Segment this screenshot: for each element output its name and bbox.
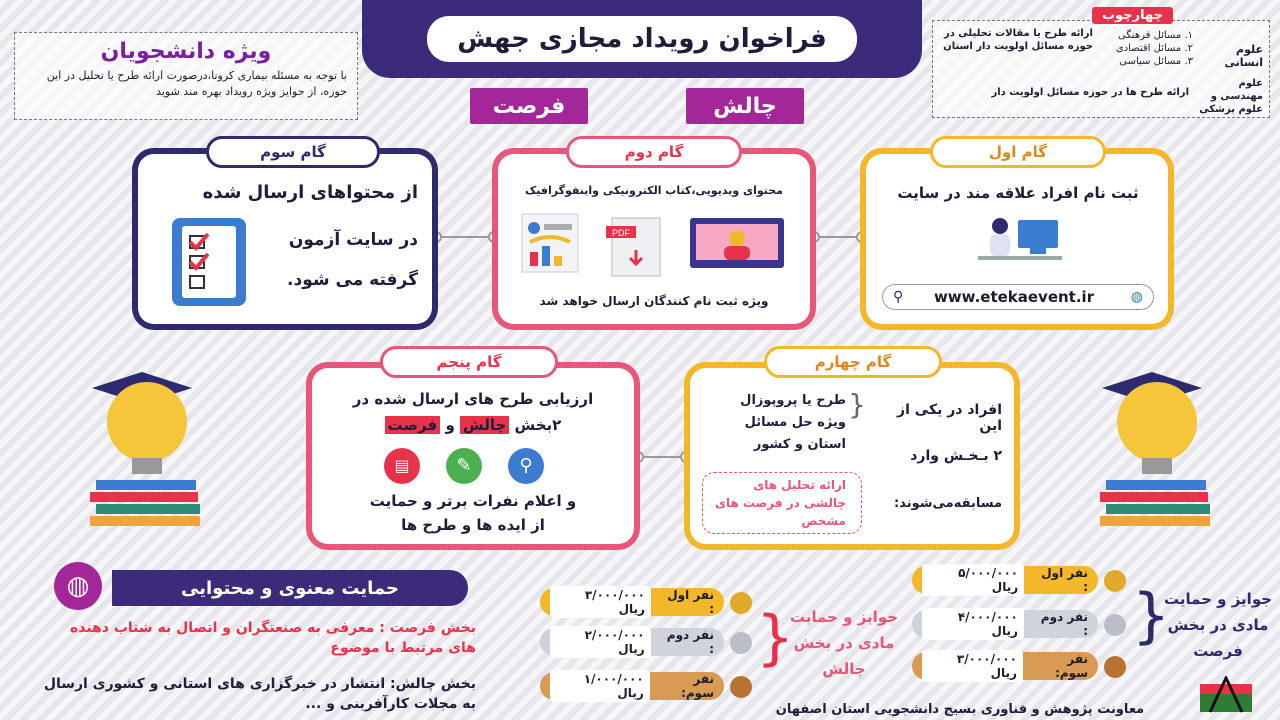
search-icon: ⚲ xyxy=(893,289,904,305)
step-four-head: گام چهارم xyxy=(764,346,942,378)
step-five-and: و xyxy=(445,416,455,434)
brace: { xyxy=(1132,581,1171,651)
website-url[interactable]: www.etekaevent.ir xyxy=(933,288,1095,306)
prize-rank: نفر اول : xyxy=(667,588,714,616)
step-two-head: گام دوم xyxy=(566,136,742,168)
connector xyxy=(816,236,860,238)
bronze-medal-icon xyxy=(1104,656,1126,678)
framework-engineering: علوم مهندسی و علوم پزشکی xyxy=(1199,78,1263,115)
opportunity-prizes-label: جوایز و حمایت مادی در بخش فرصت xyxy=(1163,590,1273,660)
step-one-head: گام اول xyxy=(930,136,1106,168)
step-five-line3: و اعلام نفرات برتر و حمایت xyxy=(369,492,577,510)
bronze-medal-icon xyxy=(730,676,752,698)
organization-logo xyxy=(1196,676,1256,716)
step-four-option1: طرح یا پروپوزال ویژه حل مسائل استان و کشور xyxy=(740,393,846,452)
footer-org: معاونت پژوهش و فناوری بسیج دانشجویی استان اصفهان xyxy=(775,702,1145,717)
support-title: حمایت معنوی و محتوایی xyxy=(112,570,468,606)
prize-amount: ۲/۰۰۰/۰۰۰ ریال xyxy=(550,626,651,658)
student-text: با توجه به مسئله بیماری کرونا،درصورت ارائه طرح یا تحلیل در این حوزه، از جوایز ویژه رویداد بهره مند شوید xyxy=(46,69,347,98)
step-four-left-line2: ۲ بـخـش وارد xyxy=(910,448,1002,464)
magnifier-icon: ⚲ xyxy=(508,448,544,484)
tag-challenge: چالش xyxy=(686,88,804,124)
prize-rank: نفر دوم : xyxy=(1040,610,1088,638)
pencil-icon: ✎ xyxy=(446,448,482,484)
prize-amount: ۳/۰۰۰/۰۰۰ ریال xyxy=(550,586,651,618)
brace: { xyxy=(848,388,866,421)
opportunity-prize-2 xyxy=(912,610,1098,638)
framework-item: ۱. مسائل فرهنگی xyxy=(1117,30,1193,41)
brace: { xyxy=(756,603,795,673)
step-five-icons xyxy=(384,448,544,484)
step-three-card xyxy=(132,148,438,330)
framework-humanities-desc: ارائه طرح یا مقالات تحلیلی در حوزه مسائل اولویت دار استان xyxy=(943,28,1093,52)
step-five-line2 xyxy=(320,416,626,434)
step-two-text-bottom: ویژه ثبت نام کنندگان ارسال خواهد شد xyxy=(539,294,769,308)
framework-item: ۲. مسائل اقتصادی xyxy=(1115,43,1193,54)
page-title: فراخوان رویداد مجازی جهش xyxy=(427,16,857,62)
prize-amount: ۳/۰۰۰/۰۰۰ ریال xyxy=(922,650,1023,682)
step-two-text-top: محتوای ویدیویی،کتاب الکترونیکی واینفوگرافیک xyxy=(525,184,783,197)
prize-rank: نفر دوم : xyxy=(666,628,714,656)
infographic-icon xyxy=(520,212,580,274)
opportunity-prize-3 xyxy=(912,652,1098,680)
step-three-line2: در سایت آزمون xyxy=(288,230,418,250)
opportunity-prize-1 xyxy=(912,566,1098,594)
gold-medal-icon xyxy=(730,592,752,614)
step-five-challenge: چالش xyxy=(460,416,509,434)
pdf-icon xyxy=(606,216,666,278)
connector xyxy=(640,456,684,458)
connector xyxy=(438,236,492,238)
prize-amount: ۴/۰۰۰/۰۰۰ ریال xyxy=(922,608,1024,640)
globe-icon: ◍ xyxy=(54,562,102,610)
step-four-left-line1: افراد در یکی از این xyxy=(897,402,1002,434)
step-five-line1: ارزیابی طرح های ارسال شده در xyxy=(352,390,594,408)
step-three-line1: از محتواهای ارسال شده xyxy=(202,182,418,203)
prize-amount: ۱/۰۰۰/۰۰۰ ریال xyxy=(550,670,650,702)
step-one-text: ثبت نام افراد علاقه مند در سایت xyxy=(897,184,1139,202)
challenge-prizes-label: جوایز و حمایت مادی در بخش چالش xyxy=(789,608,899,678)
step-five-two-sections: ۲بخش xyxy=(514,416,562,434)
challenge-prize-3 xyxy=(540,672,724,700)
framework-item: ۳. مسائل سیاسی xyxy=(1119,56,1193,67)
step-four-option2: ارائه تحلیل های چالشی در فرصت های مشخص xyxy=(714,478,846,528)
video-icon xyxy=(688,216,786,272)
framework-box xyxy=(932,8,1270,118)
challenge-prize-1 xyxy=(540,588,724,616)
student-title: ویژه دانشجویان xyxy=(100,39,272,64)
step-four-left-line3: مسابقه‌می‌شوند: xyxy=(893,496,1002,511)
step-three-line3: گرفته می شود. xyxy=(287,270,418,290)
step-five-opportunity: فرصت xyxy=(385,416,441,434)
support-challenge-text: بخش چالش: انتشار در خبرگزاری های استانی و کشوری ارسال به مجلات کارآفرینی و ... xyxy=(43,676,476,712)
globe-icon: ◍ xyxy=(1130,289,1143,305)
challenge-prize-2 xyxy=(540,628,724,656)
tag-opportunity: فرصت xyxy=(470,88,588,124)
prize-amount: ۵/۰۰۰/۰۰۰ ریال xyxy=(922,564,1024,596)
pdf-label: PDF xyxy=(612,228,630,238)
step-one-card xyxy=(860,148,1174,330)
computer-user-icon xyxy=(974,212,1066,270)
gold-medal-icon xyxy=(1104,570,1126,592)
title-banner xyxy=(362,0,922,78)
framework-humanities-items xyxy=(1097,29,1193,68)
step-four-card xyxy=(684,362,1020,550)
prize-rank: نفر سوم: xyxy=(681,672,714,700)
prize-rank: نفر سوم: xyxy=(1055,652,1088,680)
silver-medal-icon xyxy=(730,632,752,654)
silver-medal-icon xyxy=(1104,614,1126,636)
prize-rank: نفر اول : xyxy=(1041,566,1088,594)
student-box xyxy=(14,32,358,120)
step-five-head: گام پنجم xyxy=(380,346,558,378)
checklist-icon xyxy=(168,214,250,310)
step-two-card xyxy=(492,148,816,330)
lightbulb-books-icon-left xyxy=(82,358,212,528)
framework-engineering-desc: ارائه طرح ها در حوزه مسائل اولویت دار xyxy=(991,87,1189,98)
lightbulb-books-icon-right xyxy=(1092,358,1222,528)
framework-humanities: علوم انسانی xyxy=(1224,43,1263,69)
support-opportunity-text: بخش فرصت : معرفی به صنعتگران و اتصال به شتاب دهنده های مرتبط با موضوع xyxy=(70,620,476,656)
step-three-head: گام سوم xyxy=(206,136,380,168)
framework-title: چهارچوب xyxy=(1092,7,1173,24)
step-five-card xyxy=(306,362,640,550)
website-url-bar[interactable] xyxy=(882,284,1154,310)
step-five-line4: از ایده ها و طرح ها xyxy=(401,516,545,534)
document-icon: ▤ xyxy=(384,448,420,484)
